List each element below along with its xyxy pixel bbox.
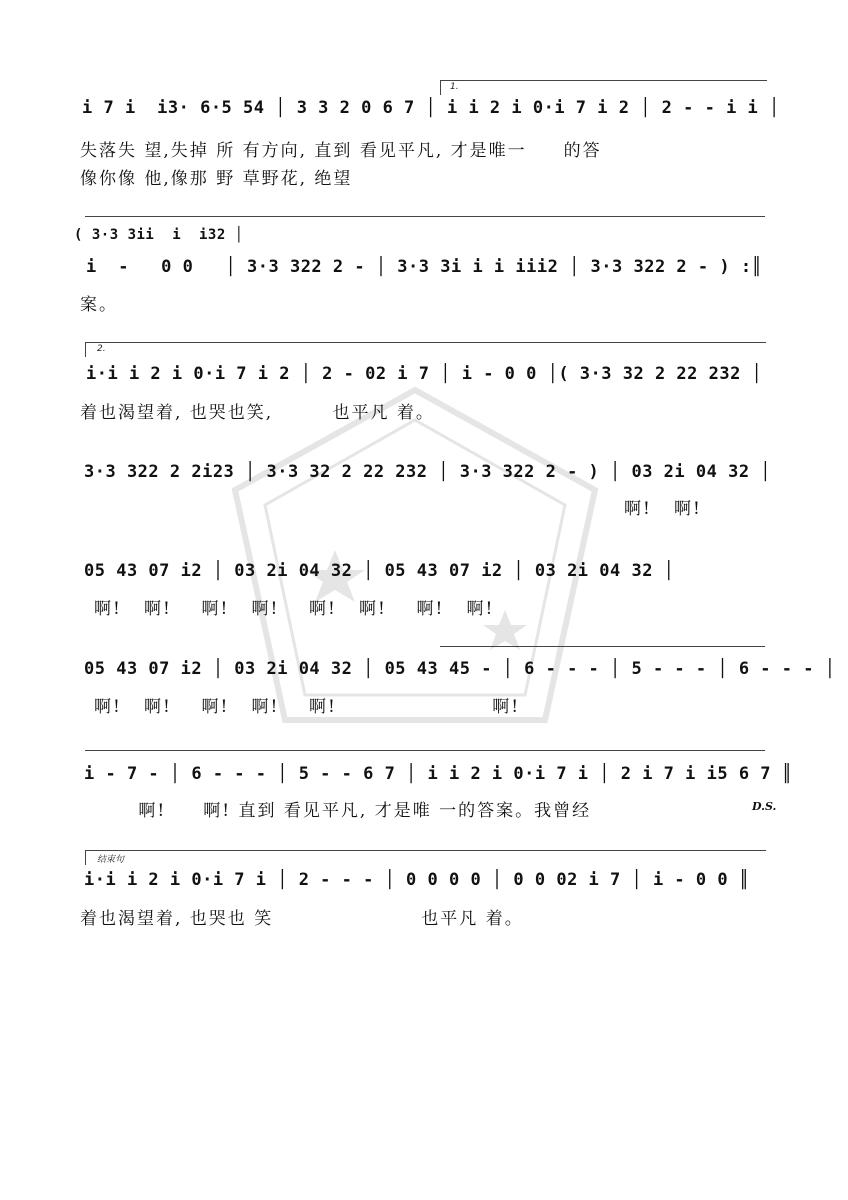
notation-line-5: 05 43 07 i2 │ 03 2i 04 32 │ 05 43 07 i2 │ 03 2i 04 32 │ bbox=[84, 561, 675, 581]
volta-row7-bracket bbox=[85, 750, 765, 751]
lyric-line-3: 着也渴望着, 也哭也笑, 也平凡 着。 bbox=[80, 403, 435, 423]
notation-line-7: i - 7 - │ 6 - - - │ 5 - - 6 7 │ i i 2 i 0·i 7 i │ 2 i 7 i i5 6 7 ║ bbox=[84, 764, 793, 784]
notation-line-3: i·i i 2 i 0·i 7 i 2 │ 2 - 02 i 7 │ i - 0 0 │( 3·3 32 2 22 232 │ bbox=[86, 364, 763, 384]
volta-first-ending bbox=[440, 80, 767, 95]
lyric-line-7: 啊! 啊! 直到 看见平凡, 才是唯 一的答案。我曾经 bbox=[94, 801, 592, 821]
interlude-line-2: ( 3·3 3ii i i32 │ bbox=[74, 227, 244, 243]
notation-line-8: i·i i 2 i 0·i 7 i │ 2 - - - │ 0 0 0 0 │ 0 0 02 i 7 │ i - 0 0 ║ bbox=[84, 870, 750, 890]
dal-segno-mark: D.S. bbox=[752, 800, 777, 813]
lyric-line-1b: 像你像 他,像那 野 草野花, 绝望 bbox=[80, 169, 353, 189]
lyric-line-6: 啊! 啊! 啊! 啊! 啊! 啊! bbox=[94, 697, 521, 717]
lyric-line-8: 着也渴望着, 也哭也 笑 也平凡 着。 bbox=[80, 909, 524, 929]
volta-second-label: 2. bbox=[97, 344, 106, 354]
watermark-stamp bbox=[215, 380, 615, 740]
notation-line-2: i - 0 0 │ 3·3 322 2 - │ 3·3 3i i i iii2 │ 3·3 322 2 - ) :║ bbox=[86, 257, 763, 277]
notation-line-4: 3·3 322 2 2i23 │ 3·3 32 2 22 232 │ 3·3 322 2 - ) │ 03 2i 04 32 │ bbox=[84, 462, 772, 482]
notation-line-6: 05 43 07 i2 │ 03 2i 04 32 │ 05 43 45 - │ 6 - - - │ 5 - - - │ 6 - - - │ bbox=[84, 659, 836, 679]
volta-ending-label: 结束句 bbox=[97, 855, 125, 865]
lyric-line-2: 案。 bbox=[80, 295, 118, 315]
lyric-line-1a: 失落失 望,失掉 所 有方向, 直到 看见平凡, 才是唯一 的答 bbox=[80, 141, 602, 161]
notation-line-1: i 7 i i3· 6·5 54 │ 3 3 2 0 6 7 │ i i 2 i 0·i 7 i 2 │ 2 - - i i │ bbox=[82, 98, 780, 118]
volta-repeat-continuation bbox=[85, 216, 765, 217]
volta-row6-bracket bbox=[440, 646, 765, 647]
volta-second-ending bbox=[85, 342, 766, 357]
lyric-line-5: 啊! 啊! 啊! 啊! 啊! 啊! 啊! 啊! bbox=[94, 599, 495, 619]
volta-ending-phrase bbox=[85, 850, 766, 865]
lyric-line-4: 啊! 啊! bbox=[624, 499, 702, 519]
volta-first-label: 1. bbox=[450, 82, 459, 92]
